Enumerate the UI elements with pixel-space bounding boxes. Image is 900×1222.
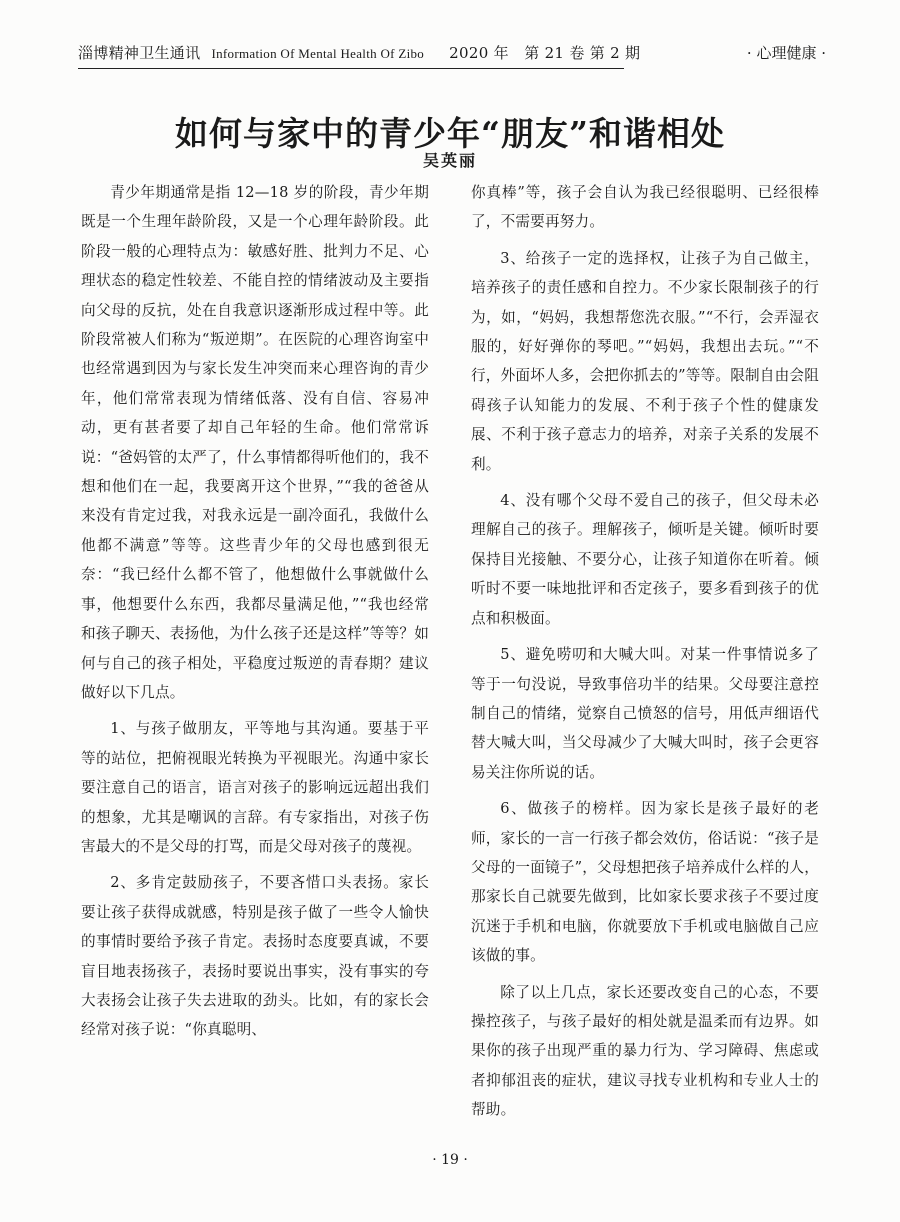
journal-name-cn: 淄博精神卫生通讯 [78, 44, 201, 62]
paragraph-tip-5: 5、避免唠叨和大喊大叫。对某一件事情说多了等于一句没说，导致事倍功半的结果。父母要注意控制自己的情绪，觉察自己愤怒的信号，用低声细语代替大喊大叫，当父母减少了大喊大叫时，孩子会更容易关注你所说的话。 [471, 646, 819, 781]
paragraph-intro: 青少年期通常是指 12—18 岁的阶段，青少年期既是一个生理年龄阶段，又是一个心理年龄阶段。此阶段一般的心理特点为：敏感好胜、批判力不足、心理状态的稳定性较差、不能自控的情绪波动及主要指向父母的反抗，处在自我意识逐渐形成过程中等。此阶段常被人们称为“叛逆期”。在医院的心理咨询室中也经常遇到因为与家长发生冲突而来心理咨询的青少年，他们常常表现为情绪低落、没有自信、容易冲动，更有甚者要了却自己年轻的生命。他们常常诉说：“爸妈管的太严了，什么事情都得听他们的，我不想和他们在一起，我要离开这个世界，”“我的爸爸从来没有肯定过我，对我永远是一副冷面孔，我做什么他都不满意”等等。这些青少年的父母也感到很无奈：“我已经什么都不管了，他想做什么事就做什么事，他想要什么东西，我都尽量满足他，”“我也经常和孩子聊天、表扬他，为什么孩子还是这样”等等？如何与自己的孩子相处，平稳度过叛逆的青春期？建议做好以下几点。 [81, 184, 429, 701]
journal-name-en: Information Of Mental Health Of Zibo [211, 46, 425, 61]
paragraph-tip-1: 1、与孩子做朋友，平等地与其沟通。要基于平等的站位，把俯视眼光转换为平视眼光。沟通中家长要注意自己的语言，语言对孩子的影响远远超出我们的想象，尤其是嘲讽的言辞。有专家指出，对孩子伤害最大的不是父母的打骂，而是父母对孩子的蔑视。 [81, 720, 429, 855]
paragraph-tip-6: 6、做孩子的榜样。因为家长是孩子最好的老师，家长的一言一行孩子都会效仿，俗话说：“孩子是父母的一面镜子”，父母想把孩子培养成什么样的人，那家长自己就要先做到，比如家长要求孩子不要过度沉迷于手机和电脑，你就要放下手机或电脑做自己应该做的事。 [471, 800, 819, 965]
right-column [471, 178, 819, 1125]
journal-info [78, 42, 641, 69]
paragraph-tip-3: 3、给孩子一定的选择权，让孩子为自己做主，培养孩子的责任感和自控力。不少家长限制孩子的行为，如，“妈妈，我想帮您洗衣服。”“不行，会弄湿衣服的，好好弹你的琴吧。”“妈妈，我想出去玩。”“不行，外面坏人多，会把你抓去的”等等。限制自由会阻碍孩子认知能力的发展、不利于孩子个性的健康发展、不利于孩子意志力的培养，对亲子关系的发展不利。 [471, 249, 819, 473]
article-author: 吴英丽 [422, 151, 477, 170]
paragraph-tip-4: 4、没有哪个父母不爱自己的孩子，但父母未必理解自己的孩子。理解孩子，倾听是关键。倾听时要保持目光接触、不要分心，让孩子知道你在听着。倾听时不要一味地批评和否定孩子，要多看到孩子的优点和积极面。 [471, 492, 819, 627]
section-label: · 心理健康 · [746, 44, 826, 62]
paragraph-conclusion: 除了以上几点，家长还要改变自己的心态，不要操控孩子，与孩子最好的相处就是温柔而有边界。如果你的孩子出现严重的暴力行为、学习障碍、焦虑或者抑郁沮丧的症状，建议寻找专业机构和专业人士的帮助。 [471, 983, 819, 1119]
left-column [81, 178, 429, 1045]
article-title: 如何与家中的青少年“朋友”和谐相处 [175, 114, 725, 153]
paragraph-tip-2: 2、多肯定鼓励孩子，不要吝惜口头表扬。家长要让孩子获得成就感，特别是孩子做了一些令人愉快的事情时要给予孩子肯定。表扬时态度要真诚，不要盲目地表扬孩子，表扬时要说出事实，没有事实的夸大表扬会让孩子失去进取的劲头。比如，有的家长会经常对孩子说：“你真聪明、 [81, 874, 429, 1039]
running-header [78, 38, 826, 68]
journal-issue: 2020 年 第 21 卷 第 2 期 [449, 44, 641, 62]
page-number: · 19 · [432, 1152, 468, 1168]
paragraph-tip-2-continued: 你真棒”等，孩子会自认为我已经很聪明、已经很棒了，不需要再努力。 [471, 184, 819, 231]
